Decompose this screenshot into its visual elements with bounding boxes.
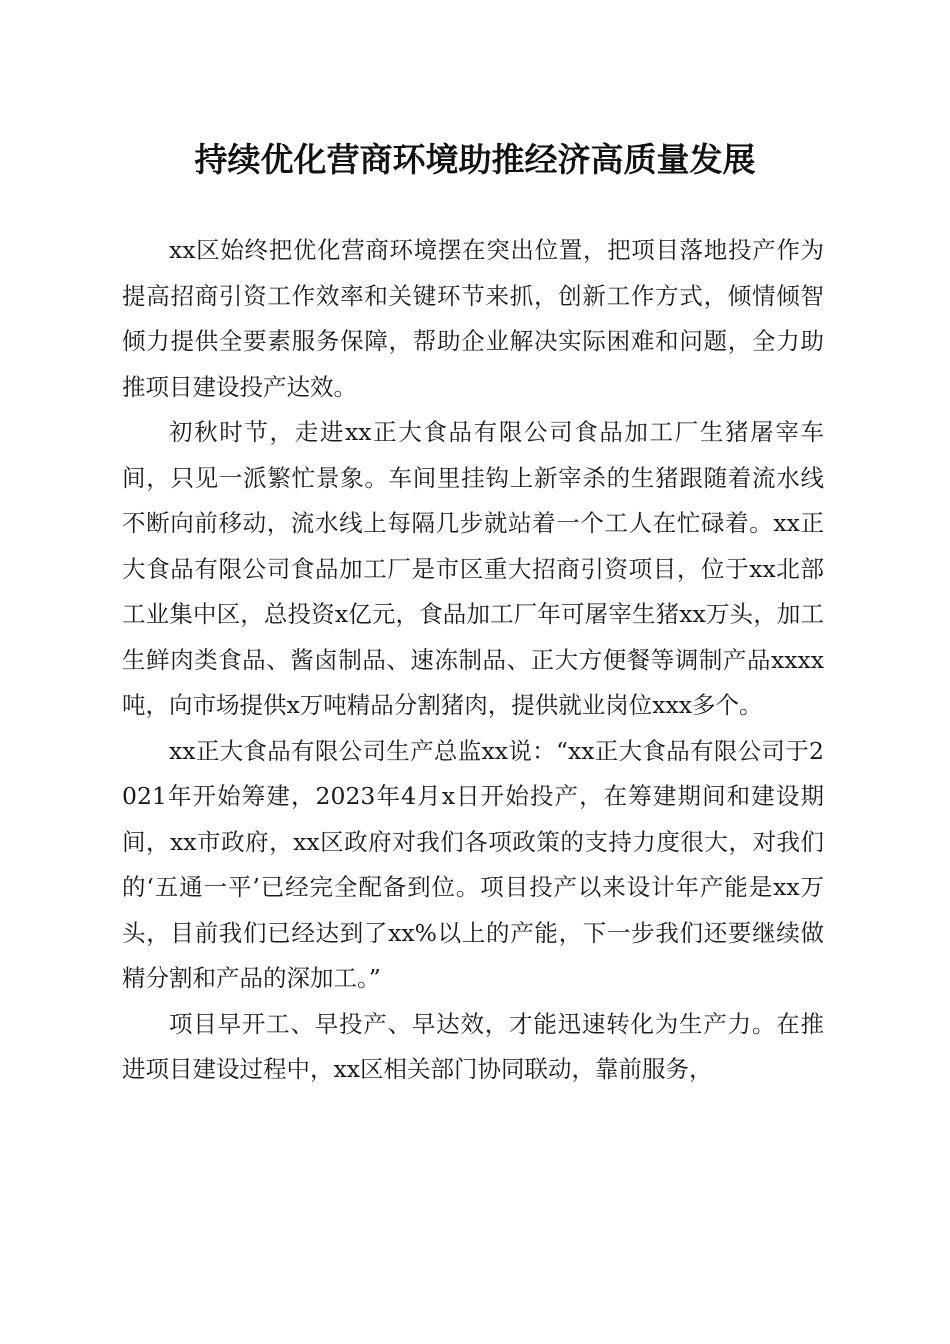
page-title: 持续优化营商环境助推经济高质量发展 (194, 140, 756, 179)
paragraph-2: 初秋时节，走进xx正大食品有限公司食品加工厂生猪屠宰车间，只见一派繁忙景象。车间里挂钩上新宰杀的生猪跟随着流水线不断向前移动，流水线上每隔几步就站着一个工人在忙碌着。xx正大食品有限公司食品加工厂是市区重大招商引资项目，位于xx北部工业集中区，总投资x亿元，食品加工厂年可屠宰生猪xx万头，加工生鲜肉类食品、酱卤制品、速冻制品、正大方便餐等调制产品xxxx吨，向市场提供x万吨精品分割猪肉，提供就业岗位xxx多个。 (122, 418, 824, 719)
paragraph-1: xx区始终把优化营商环境摆在突出位置，把项目落地投产作为提高招商引资工作效率和关键环节来抓，创新工作方式，倾情倾智倾力提供全要素服务保障，帮助企业解决实际困难和问题，全力助推项目建设投产达效。 (122, 236, 824, 401)
document-body (122, 228, 824, 1093)
paragraph-4: 项目早开工、早投产、早达效，才能迅速转化为生产力。在推进项目建设过程中，xx区相关部门协同联动，靠前服务， (122, 1009, 824, 1083)
paragraph-3: xx正大食品有限公司生产总监xx说：“xx正大食品有限公司于2021年开始筹建，2023年4月x日开始投产，在筹建期间和建设期间，xx市政府，xx区政府对我们各项政策的支持力度很大，对我们的‘五通一平’已经完全配备到位。项目投产以来设计年产能是xx万头，目前我们已经达到了xx%以上的产能，下一步我们还要继续做精分割和产品的深加工。” (122, 736, 824, 992)
